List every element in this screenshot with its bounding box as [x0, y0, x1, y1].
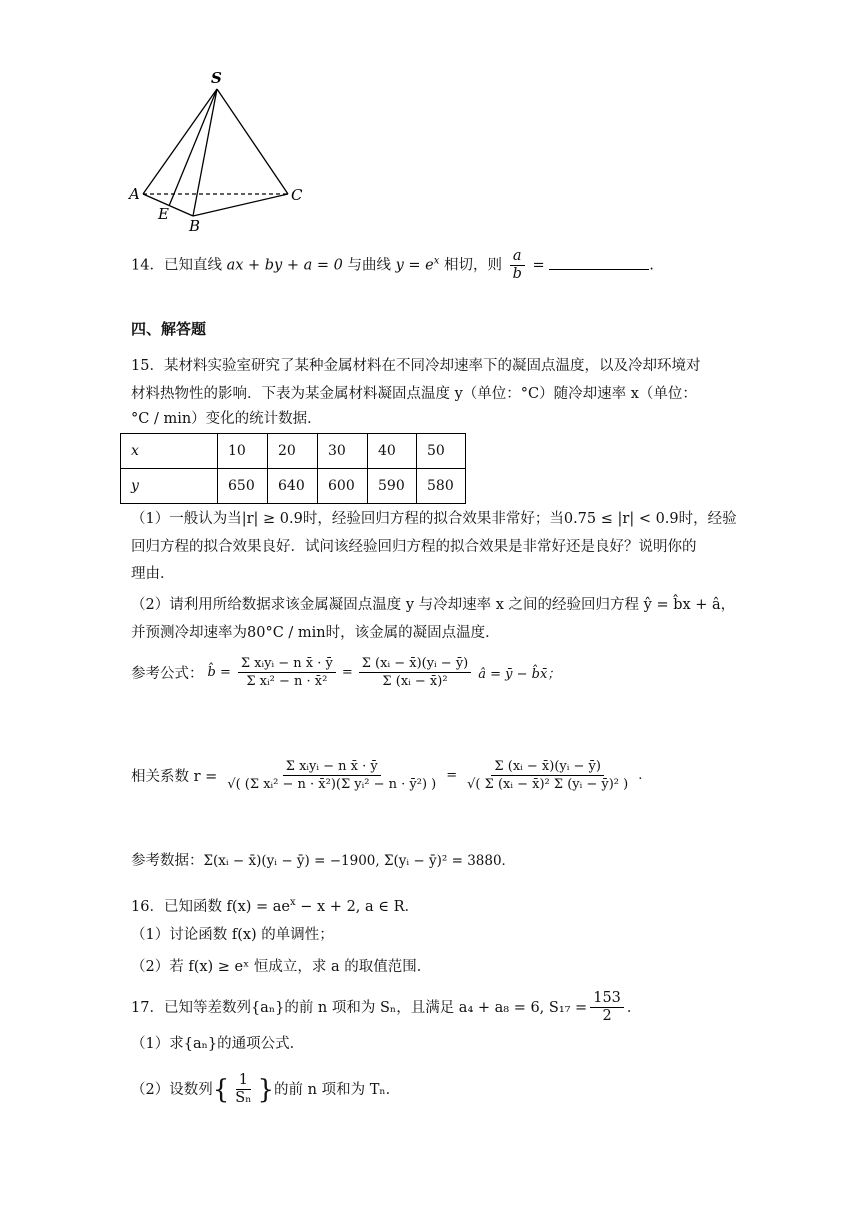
frac-den: 2	[602, 1008, 612, 1024]
frac-den: Sₙ	[235, 1090, 252, 1106]
b-hat-frac1	[238, 655, 336, 690]
q14-text: 相切，则	[443, 257, 502, 274]
ref-data-label: 参考数据：	[131, 853, 204, 869]
q17-part2: （2）设数列 { $\frac{1}{\text{Sₙ}}$ } 的前 n 项和为 Tₙ．	[131, 1072, 401, 1106]
line-equation: ax + by + a = 0	[226, 257, 343, 274]
q14-text: 与曲线	[347, 257, 391, 274]
b-den1: Σ xᵢ² − n · x̄²	[246, 674, 328, 689]
table-cell: 30	[318, 434, 368, 469]
r-label: 相关系数 r =	[131, 769, 218, 785]
table-cell-x-label	[121, 434, 218, 469]
ref-data-values: Σ(xᵢ − x̄)(yᵢ − ȳ) = −1900, Σ(yᵢ − ȳ)² = 3880．	[203, 853, 516, 869]
edge-BC	[193, 194, 288, 216]
r-frac1	[224, 758, 439, 793]
b-num2: Σ (xᵢ − x̄)(yᵢ − ȳ)	[359, 655, 472, 673]
q15-part1-line1: （1）一般认为当|r| ≥ 0.9时，经验回归方程的拟合效果非常好；当0.75 ≤ |r| < 0.9时，经验	[131, 511, 737, 527]
question-14	[131, 248, 654, 283]
table-cell: 50	[417, 434, 466, 469]
curve-equation: y = e	[395, 257, 434, 274]
formula-b-hat: 参考公式： b̂ = $\frac{\text{Σ xᵢyᵢ − n x̄ · ȳ}}{\text{Σ xᵢ² − n · x̄²}}$ = $\frac{\text{Σ (xᵢ − x̄)(yᵢ − ȳ)}}{\text{Σ (xᵢ − x̄)²}}$ â = ȳ − b̂x̄；	[131, 656, 561, 689]
ref-data	[131, 850, 515, 872]
fraction-153-over-2	[590, 990, 624, 1025]
q15-part1-line2: 回归方程的拟合效果良好．试问该经验回归方程的拟合效果是非常好还是良好？说明你的	[131, 539, 697, 555]
r-den1: √( (Σ xᵢ² − n · x̄²)(Σ yᵢ² − n · ȳ²) )	[227, 777, 437, 792]
q16-part1: （1）讨论函数 f(x) 的单调性；	[131, 927, 334, 943]
equals-sign: =	[532, 257, 545, 274]
label-C: C	[291, 186, 303, 204]
fraction-a-over-b	[510, 248, 525, 283]
label-B: B	[189, 217, 201, 235]
table-row	[121, 469, 466, 504]
table-cell: 10	[218, 434, 268, 469]
answer-blank	[549, 255, 649, 270]
b-hat-frac2	[359, 655, 472, 690]
y-label: y	[131, 478, 139, 494]
table-cell: 640	[268, 469, 318, 504]
edge-SC	[217, 89, 288, 194]
frac-num: 1	[236, 1072, 251, 1090]
q15-part2-line1: （2）请利用所给数据求该金属凝固点温度 y 与冷却速率 x 之间的经验回归方程 ŷ = b̂x + â，	[131, 597, 736, 613]
table-cell: 600	[318, 469, 368, 504]
ref-formula-label: 参考公式：	[131, 666, 204, 682]
question-16	[131, 892, 419, 918]
q16-text-end: − x + 2, a ∈ R．	[295, 898, 420, 915]
q15-part1-line3: 理由．	[131, 566, 175, 582]
fraction-1-over-Sn	[232, 1072, 254, 1107]
question-17	[131, 990, 641, 1025]
edge-SB	[193, 89, 217, 216]
q15-line1: 15．某材料实验室研究了某种金属材料在不同冷却速率下的凝固点温度，以及冷却环境对	[131, 358, 701, 374]
question-number: 14．	[131, 257, 164, 274]
x-label: x	[131, 443, 139, 459]
b-num1: Σ xᵢyᵢ − n x̄ · ȳ	[238, 655, 336, 673]
q17-text: 17．已知等差数列{aₙ}的前 n 项和为 Sₙ，且满足 a₄ + a₈ = 6, S₁₇ =	[131, 999, 588, 1016]
table-cell: 650	[218, 469, 268, 504]
q14-text: 已知直线	[163, 257, 222, 274]
frac-num: a	[512, 248, 522, 264]
q17-part2-text: （2）设数列	[131, 1081, 213, 1098]
label-A: A	[129, 185, 140, 203]
r-den2: √( Σ (xᵢ − x̄)² Σ (yᵢ − ȳ)² )	[467, 777, 629, 792]
b-hat-symbol: b̂ =	[207, 665, 231, 680]
label-E: E	[158, 205, 169, 223]
b-den2: Σ (xᵢ − x̄)²	[382, 674, 448, 689]
frac-den: b	[512, 266, 522, 282]
q16-exponent: x	[290, 897, 296, 908]
q17-part2-text-end: 的前 n 项和为 Tₙ．	[274, 1081, 401, 1098]
q15-line3: °C / min）变化的统计数据．	[131, 411, 322, 427]
label-S: S	[211, 69, 222, 87]
r-frac2	[464, 758, 631, 793]
table-row	[121, 434, 466, 469]
data-table	[120, 433, 466, 504]
table-cell: 580	[417, 469, 466, 504]
q16-text: 16．已知函数 f(x) = ae	[131, 898, 291, 915]
q15-part2-line2: 并预测冷却速率为80°C / min时，该金属的凝固点温度．	[131, 625, 500, 641]
formula-r: 相关系数 r = $\frac{\text{Σ xᵢyᵢ − n x̄ · ȳ}}{\text{√( (Σ xᵢ² − n · x̄²)(Σ yᵢ² − n · ȳ²) )}}$ = $\frac{\text{Σ (xᵢ − x̄)(yᵢ − ȳ)}}{\text{√( Σ (xᵢ − x̄)² Σ (yᵢ − ȳ)² )}}$ .	[131, 759, 643, 792]
q17-text-end: ．	[626, 999, 642, 1016]
table-cell: 40	[368, 434, 417, 469]
table-cell: 590	[368, 469, 417, 504]
r-num1: Σ xᵢyᵢ − n x̄ · ȳ	[283, 758, 381, 776]
period: .	[649, 257, 654, 274]
section-title: 四、解答题	[131, 320, 207, 338]
frac-num: 153	[590, 990, 624, 1008]
r-num2: Σ (xᵢ − x̄)(yᵢ − ȳ)	[491, 758, 604, 776]
q17-part1: （1）求{aₙ}的通项公式．	[131, 1036, 305, 1052]
q15-line2: 材料热物性的影响．下表为某金属材料凝固点温度 y（单位：°C）随冷却速率 x（单位：	[131, 386, 697, 402]
q16-part2: （2）若 f(x) ≥ eˣ 恒成立，求 a 的取值范围．	[131, 959, 432, 975]
table-cell: 20	[268, 434, 318, 469]
pyramid-figure	[125, 65, 315, 235]
curve-exponent: x	[433, 255, 440, 267]
table-cell-y-label	[121, 469, 218, 504]
a-hat-formula: â = ȳ − b̂x̄；	[478, 667, 561, 682]
